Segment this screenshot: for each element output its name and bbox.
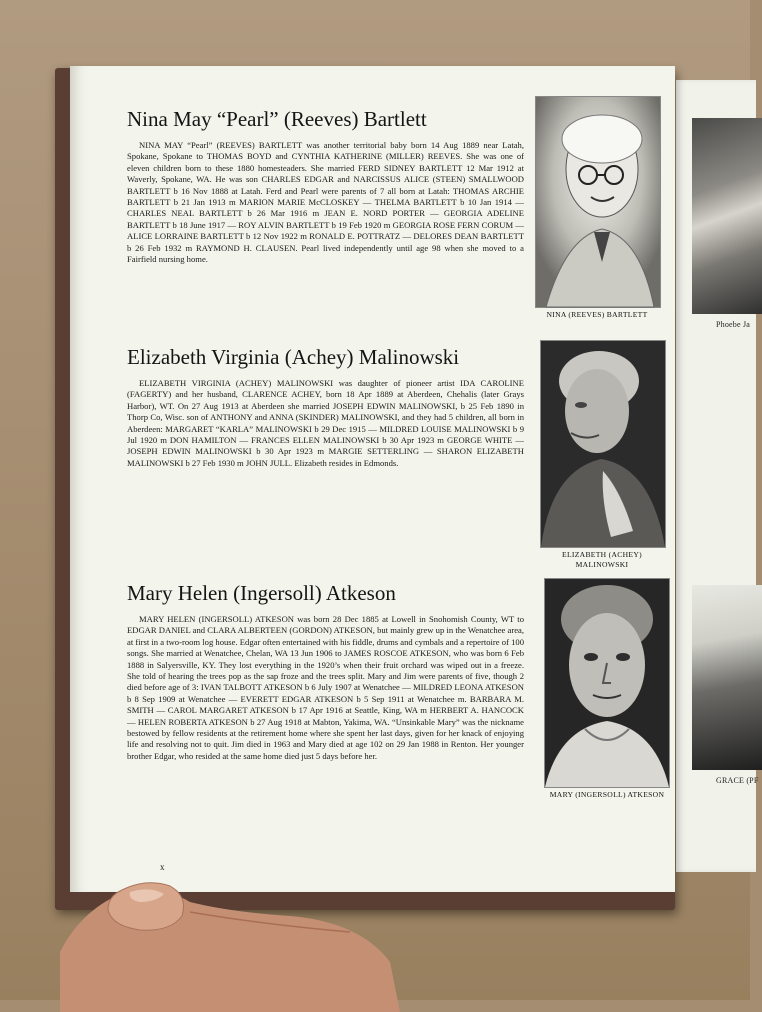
page-number: x: [160, 862, 165, 872]
facing-page-caption-bottom: GRACE (PF: [716, 776, 759, 785]
bio-title: Nina May “Pearl” (Reeves) Bartlett: [127, 107, 427, 131]
photo-caption: MARY (INGERSOLL) ATKESON: [549, 790, 665, 799]
bio-title: Elizabeth Virginia (Achey) Malinowski: [127, 345, 460, 369]
bio-text: ELIZABETH VIRGINIA (ACHEY) MALINOWSKI was daughter of pioneer artist IDA CAROLINE (FAGERTY) and her husband, CLARENCE ACHEY, born 18 Apr 1889 at Aberdeen, Chehalis (later Grays Harbor), WT. On 27 Aug 1913 at Aberdeen she married JOSEPH EDWIN MALINOWSKI, b 25 Feb 1890 in Thorp Co, Wisc. son of ANTHONY and ANNA (SKINDER) MALINOWSKI, and they had 5 children, all born in Aberdeen: MARGARET “KARLA” MALINOWSKI b 29 Dec 1915 — MILDRED LOUISE MALINOWSKI b 9 Jul 1920 m DON HAMILTON — FRANCES ELLEN MALINOWSKI b 30 Apr 1923 m GEORGE WHITE — JOSEPH EDWIN MALINOWSKI b 30 Apr 1923 m MARGIE SETTERLING — SHARON ELIZABETH MALINOWSKI b 27 Feb 1930 m JOHN JULL. Elizabeth resides in Edmonds.: [127, 378, 524, 468]
book-page: [70, 66, 675, 892]
bio-text: NINA MAY “Pearl” (REEVES) BARTLETT was another territorial baby born 14 Aug 1889 near Latah, Spokane, Spokane to THOMAS BOYD and CYNTHIA KATHERINE (MILLER) REEVES. She was one of eleven children born to these 1880 homesteaders. She married FERD SIDNEY BARTLETT 12 Mar 1912 at Waverly, Spokane, WA. He was son CHARLES EDGAR and NARCISSUS ALICE (STEEN) SMALLWOOD BARTLETT b 16 Nov 1888 at Latah. Ferd and Pearl were parents of 7 all born at Latah: THOMAS ARCHIE BARTLETT b 21 Jan 1913 m MARION MARIE McCLOSKEY — THELMA BARTLETT b 10 Jan 1914 — CHARLES NEAL BARTLETT b 26 Mar 1916 m JEAN E. NORD PORTER — GEORGIA ADELINE BARTLETT b 18 June 1917 — ROY ALVIN BARTLETT b 19 Feb 1920 m GEORGIA ROSE FERN CORUM — ALICE LORRAINE BARTLETT b 12 Nov 1922 m RONALD E. POTTRATZ — DELORES DEAN BARTLETT b 26 Feb 1932 m RAYMOND H. CLAUSEN. Pearl lived independently until age 98 when she moved to a Fairfield nursing home.: [127, 140, 524, 265]
portrait-image: [541, 341, 665, 547]
portrait-photo-bartlett: [535, 96, 661, 308]
facing-page-caption-top: Phoebe Ja: [716, 320, 751, 329]
portrait-image: [536, 97, 660, 307]
bio-text: MARY HELEN (INGERSOLL) ATKESON was born 28 Dec 1885 at Lowell in Snohomish County, WT to EDGAR DANIEL and CLARA ALBERTEEN (GORDON) ATKESON, but mainly grew up in the Wenatchee area, at first in a two-room log house. Edgar often entertained with his fiddle, drums and cymbals and a repertoire of 100 songs. She married at Wenatchee, Chelan, WA 13 Jun 1906 to JAMES ROSCOE ATKESON, who was born 6 Feb 1888 in Salyersville, KY. They lost everything in the 1920’s when their fruit orchard was wiped out in a freeze. She told of hearing the trees pop as the sap froze and the trees split. Mary and Jim were parents of five, though 2 died before age of 3: IVAN TALBOTT ATKESON b 6 July 1907 at Wenatchee — MILDRED LEONA ATKESON b 8 Sep 1909 at Wenatchee — EVERETT EDGAR ATKESON b 5 Sep 1911 at Wenatchee m. BARBARA M. SMITH — CAROL MARGARET ATKESON b 17 Apr 1916 at Seattle, King, WA m HERBERT A. HANCOCK — HELEN ROBERTA ATKESON b 27 Aug 1918 at Mabton, Yakima, WA. “Unsinkable Mary” was the nickname bestowed by fellow residents at the retirement home where she spent her last days, given for her knack of enjoying life and resolving not to quit. Jim died in 1963 and Mary died at age 102 on 29 Jan 1988 in Renton. Her younger brother Edgar, who resided at the same home died just 5 days before her.: [127, 614, 524, 761]
facing-page-photo-top: [692, 118, 762, 314]
bio-entry-bartlett: [127, 108, 524, 265]
portrait-photo-malinowski: [540, 340, 666, 548]
bio-entry-atkeson: [127, 582, 524, 762]
bio-entry-malinowski: [127, 346, 524, 469]
portrait-image: [545, 579, 669, 787]
photo-caption: NINA (REEVES) BARTLETT: [546, 310, 648, 319]
bio-title: Mary Helen (Ingersoll) Atkeson: [127, 581, 396, 605]
hand-holding-book: [60, 872, 400, 1012]
photo-caption: ELIZABETH (ACHEY) MALINOWSKI: [562, 550, 642, 569]
facing-page-photo-bottom: [692, 585, 762, 770]
facing-page: [676, 80, 759, 872]
portrait-photo-atkeson: [544, 578, 670, 788]
